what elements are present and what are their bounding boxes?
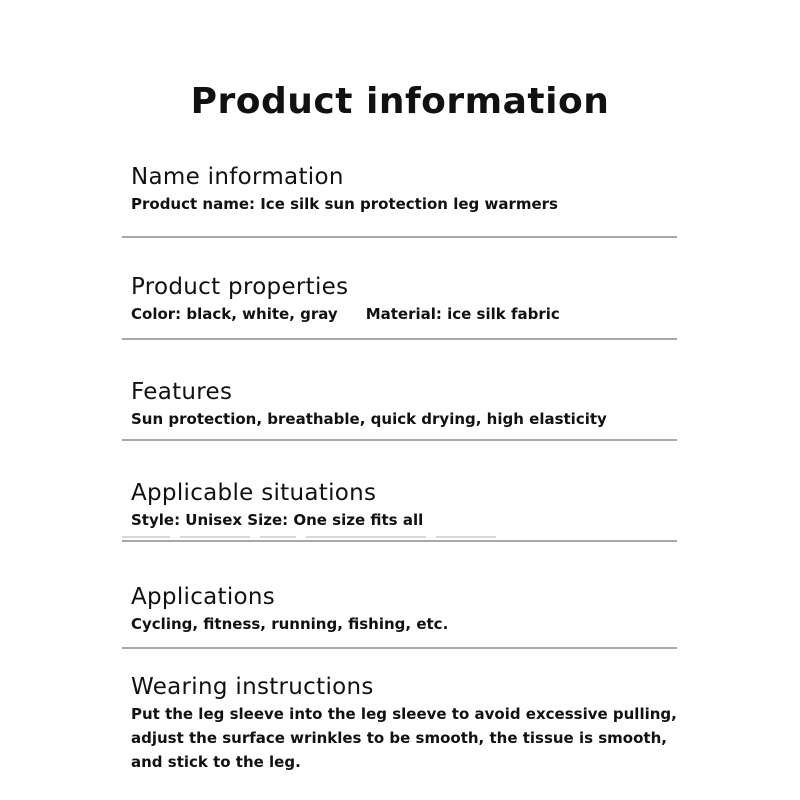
properties-line: [131, 302, 691, 326]
section-product-properties: [131, 272, 691, 326]
material-text: Material: ice silk fabric: [365, 305, 560, 323]
instructions-line: Put the leg sleeve into the leg sleeve to avoid excessive pulling,: [131, 705, 677, 723]
product-name-text: Product name: Ice silk sun protection leg warmers: [131, 195, 558, 213]
section-divider: [122, 540, 677, 542]
section-heading: Wearing instructions: [131, 674, 374, 700]
style-size-text: Style: Unisex Size: One size fits all: [131, 511, 424, 529]
section-divider: [122, 647, 677, 649]
faded-text-remnant: [122, 533, 542, 539]
section-divider: [122, 236, 677, 238]
section-name-information: [131, 162, 691, 216]
section-applications: [131, 582, 691, 636]
section-features: [131, 377, 691, 431]
section-applicable-situations: [131, 478, 691, 532]
section-heading: Applicable situations: [131, 480, 377, 506]
page-title: Product information: [190, 81, 610, 123]
section-wearing-instructions: [131, 672, 691, 774]
section-heading: Features: [131, 379, 233, 405]
instructions-line: adjust the surface wrinkles to be smooth, the tissue is smooth,: [131, 729, 667, 747]
applications-text: Cycling, fitness, running, fishing, etc.: [131, 615, 449, 633]
color-text: Color: black, white, gray: [131, 305, 338, 323]
features-text: Sun protection, breathable, quick drying, high elasticity: [131, 410, 607, 428]
section-divider: [122, 338, 677, 340]
section-heading: Product properties: [131, 274, 349, 300]
section-divider: [122, 439, 677, 441]
section-heading: Applications: [131, 584, 276, 610]
instructions-line: and stick to the leg.: [131, 753, 301, 771]
section-heading: Name information: [131, 164, 344, 190]
